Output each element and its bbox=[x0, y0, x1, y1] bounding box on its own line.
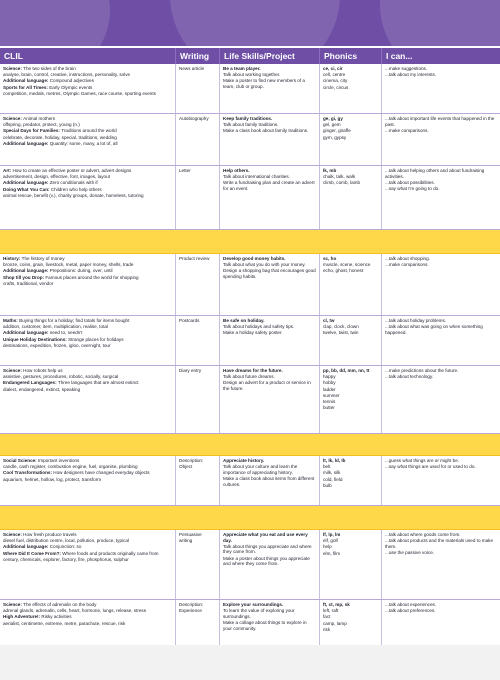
clil-label: Shop till you Drop: bbox=[3, 274, 46, 280]
table-row bbox=[0, 456, 500, 506]
clil-text: Where foods and products originally came from bbox=[62, 550, 159, 556]
table-row bbox=[0, 316, 500, 366]
phonics-word: help bbox=[323, 544, 332, 550]
life-skill-title: Explore your surroundings. bbox=[223, 602, 284, 607]
table-row bbox=[0, 366, 500, 434]
phonics-title: pp, bb, dd, mm, nn, tt bbox=[323, 368, 370, 373]
clil-text: dialect, endangered, extinct, speaking bbox=[3, 386, 81, 392]
writing-cell: Postcards bbox=[176, 316, 220, 365]
i-can-line: ...talk about technology. bbox=[385, 374, 434, 380]
i-can-line: ...make predictions about the future. bbox=[385, 368, 459, 373]
clil-text: Strange places for holidays bbox=[68, 336, 124, 342]
writing-cell: Autobiography bbox=[176, 114, 220, 165]
clil-label: Science: bbox=[3, 368, 24, 373]
clil-line bbox=[3, 275, 172, 281]
clil-line bbox=[3, 387, 172, 393]
life-skill-title: Have dreams for the future. bbox=[223, 368, 283, 373]
phonics-title: lt, lk, ld, lb bbox=[323, 458, 346, 463]
clil-line bbox=[3, 458, 172, 464]
life-skill-title: Develop good money habits. bbox=[223, 256, 286, 261]
life-skill-line: Talk about family traditions. bbox=[223, 122, 279, 128]
clil-line bbox=[3, 168, 172, 174]
clil-text: Early Olympic events bbox=[49, 84, 93, 90]
phonics-title: ge, gi, gy bbox=[323, 116, 343, 121]
phonics-word: cinema, city bbox=[323, 78, 348, 84]
phonics-word: happy bbox=[323, 374, 336, 380]
phonics-cell bbox=[320, 166, 382, 229]
life-skill-title: Be safe on holiday. bbox=[223, 318, 265, 323]
phonics-cell bbox=[320, 366, 382, 433]
phonics-cell bbox=[320, 530, 382, 599]
phonics-word: gym, gypsy bbox=[323, 134, 347, 140]
clil-text: Quantity: some, many, a lot of, all bbox=[49, 140, 118, 146]
life-skills-cell bbox=[220, 166, 320, 229]
i-can-cell bbox=[382, 530, 500, 599]
clil-line bbox=[3, 91, 172, 97]
i-can-cell bbox=[382, 114, 500, 165]
life-skill-line: Make a poster about things you appreciate and where they come from. bbox=[223, 555, 310, 567]
clil-label: Sports for All Times: bbox=[3, 84, 50, 90]
clil-cell bbox=[0, 530, 176, 599]
clil-text: Compound adjectives bbox=[49, 78, 94, 84]
clil-label: High Adventure!: bbox=[3, 614, 42, 620]
table-row bbox=[0, 530, 500, 600]
clil-line bbox=[3, 72, 172, 78]
clil-line bbox=[3, 116, 172, 122]
clil-line bbox=[3, 193, 172, 199]
clil-cell bbox=[0, 316, 176, 365]
clil-line bbox=[3, 602, 172, 608]
i-can-line: ...make suggestions. bbox=[385, 66, 428, 71]
clil-label: Doing What You Can: bbox=[3, 186, 51, 192]
i-can-line: ...talk about my interests. bbox=[385, 72, 437, 78]
life-skill-line: Make a collage about things to explore in your community. bbox=[223, 619, 307, 631]
phonics-title: ft, ct, mp, sk bbox=[323, 602, 350, 607]
top-decorative-band bbox=[0, 0, 500, 46]
clil-text: assistive, gestures, procedures, robotic, socially, surgical bbox=[3, 374, 119, 380]
writing-cell: Diary entry bbox=[176, 366, 220, 433]
clil-line bbox=[3, 614, 172, 620]
clil-line bbox=[3, 180, 172, 186]
header-life-skills: Life Skills/Project bbox=[220, 48, 320, 64]
clil-line bbox=[3, 66, 172, 72]
phonics-word: fact bbox=[323, 614, 331, 620]
phonics-title: lf, lp, lm bbox=[323, 532, 341, 537]
i-can-line: ...talk about important life events that happened in the past. bbox=[385, 116, 495, 127]
clil-line bbox=[3, 470, 172, 476]
phonics-word: climb, comb, lamb bbox=[323, 180, 361, 186]
clil-text: How fresh produce travels bbox=[23, 532, 77, 537]
clil-text: Animal mothers bbox=[23, 116, 56, 121]
phonics-word: chalk, talk, walk bbox=[323, 174, 356, 180]
header-i-can: I can... bbox=[386, 51, 413, 61]
clil-line bbox=[3, 477, 172, 483]
phonics-word: left, raft bbox=[323, 608, 339, 614]
clil-label: Unique Holiday Destinations: bbox=[3, 336, 69, 342]
clil-line bbox=[3, 374, 172, 380]
clil-label: Additional language: bbox=[3, 268, 50, 274]
table-row bbox=[0, 166, 500, 230]
phonics-word: gel, gem bbox=[323, 122, 341, 128]
clil-text: addition, customer, item, multiplication, realise, total bbox=[3, 324, 108, 330]
section-divider-band bbox=[0, 434, 500, 456]
clil-text: Prepositions: during, over, until bbox=[49, 268, 113, 274]
clil-text: How robots help us bbox=[23, 368, 63, 373]
phonics-word: butter bbox=[323, 405, 335, 411]
clil-line bbox=[3, 122, 172, 128]
clil-text: competition, medals, metres, Olympic Games, race course, sporting events bbox=[3, 90, 156, 96]
phonics-cell bbox=[320, 114, 382, 165]
i-can-line: ...talk about where goods come from. bbox=[385, 532, 461, 537]
clil-line bbox=[3, 621, 172, 627]
clil-line bbox=[3, 464, 172, 470]
clil-line bbox=[3, 141, 172, 147]
clil-line bbox=[3, 608, 172, 614]
clil-line bbox=[3, 532, 172, 538]
clil-label: Where Did It Come From?: bbox=[3, 550, 63, 556]
clil-text: destinations, expedition, frozen, igloo, overnight, tour bbox=[3, 342, 111, 348]
clil-text: need to, needn't bbox=[49, 330, 83, 336]
life-skills-cell bbox=[220, 316, 320, 365]
life-skill-line: Design an advert for a product or service in the future. bbox=[223, 380, 311, 391]
clil-text: Risky activities bbox=[41, 614, 72, 620]
clil-line bbox=[3, 380, 172, 386]
clil-text: The history of money bbox=[21, 256, 65, 261]
life-skills-cell bbox=[220, 254, 320, 315]
life-skill-line: Talk about holidays and safety tips. bbox=[223, 324, 295, 330]
clil-text: Conjunction: so bbox=[49, 544, 82, 550]
life-skill-title: Keep family traditions. bbox=[223, 116, 273, 121]
writing-cell: Description: Object bbox=[176, 456, 220, 505]
clil-text: aerialist, centimetre, extreme, metre, parachute, rescue, risk bbox=[3, 620, 126, 626]
clil-label: Additional language: bbox=[3, 544, 50, 550]
clil-text: The effects of adrenalin on the body bbox=[23, 602, 97, 607]
clil-label: Special Days for Families: bbox=[3, 128, 62, 134]
clil-text: celebrate, decorate, holiday, special, traditions, wedding bbox=[3, 134, 117, 140]
section-divider-band bbox=[0, 506, 500, 530]
clil-line bbox=[3, 262, 172, 268]
clil-line bbox=[3, 281, 172, 287]
i-can-line: ...talk about holiday problems. bbox=[385, 318, 447, 323]
life-skill-line: Talk about working together. bbox=[223, 72, 281, 78]
table-row bbox=[0, 64, 500, 114]
clil-label: Maths: bbox=[3, 318, 20, 323]
life-skill-title: Help others. bbox=[223, 168, 250, 173]
clil-line bbox=[3, 337, 172, 343]
i-can-line: ...guess what things are or might be. bbox=[385, 458, 460, 463]
life-skills-cell bbox=[220, 456, 320, 505]
clil-label: Science: bbox=[3, 66, 24, 71]
phonics-word: muscle, scene, science bbox=[323, 262, 371, 268]
header-writing: Writing bbox=[176, 48, 220, 64]
clil-text: The two sides of the brain bbox=[23, 66, 76, 71]
clil-line bbox=[3, 318, 172, 324]
clil-text: aquarium, helmet, hollow, log, protect, transform bbox=[3, 476, 102, 482]
clil-text: adrenal glands, adrenalin, cells, heart, hormone, lungs, release, stress bbox=[3, 608, 146, 614]
life-skill-line: Make a holiday safety poster. bbox=[223, 330, 283, 336]
clil-label: History: bbox=[3, 256, 22, 261]
life-skill-line: Talk about things you appreciate and where they came from. bbox=[223, 543, 312, 555]
phonics-word: belt bbox=[323, 464, 331, 470]
phonics-word: twelve, twist, twin bbox=[323, 330, 359, 336]
decorative-circle bbox=[380, 0, 500, 46]
life-skills-cell bbox=[220, 114, 320, 165]
clil-line bbox=[3, 174, 172, 180]
clil-line bbox=[3, 544, 172, 550]
writing-cell: Letter bbox=[176, 166, 220, 229]
clil-text: crafts, traditional, vendor bbox=[3, 280, 54, 286]
decorative-circle bbox=[170, 0, 340, 46]
writing-cell: Product review bbox=[176, 254, 220, 315]
i-can-line: ...talk about helping others and about fundraising activities. bbox=[385, 168, 485, 179]
phonics-title: cl, tw bbox=[323, 318, 335, 323]
life-skill-line: Talk about international charities. bbox=[223, 174, 290, 180]
i-can-cell bbox=[382, 254, 500, 315]
clil-label: Science: bbox=[3, 602, 24, 607]
life-skill-line: Talk about your culture and learn the importance of appreciating history. bbox=[223, 464, 298, 475]
i-can-cell bbox=[382, 166, 500, 229]
phonics-cell bbox=[320, 316, 382, 365]
phonics-cell bbox=[320, 64, 382, 113]
clil-text: century, chemicals, explorer, factory, fire, phosphorus, sulphur bbox=[3, 556, 129, 562]
clil-line bbox=[3, 324, 172, 330]
phonics-word: clap, clock, clown bbox=[323, 324, 359, 330]
clil-text: bronze, coins, grain, livestock, metal, paper money, shells, trade bbox=[3, 262, 134, 268]
phonics-word: elf, golf bbox=[323, 538, 338, 544]
clil-text: How designers have changed everyday objects bbox=[53, 470, 150, 476]
phonics-cell bbox=[320, 254, 382, 315]
clil-line bbox=[3, 538, 172, 544]
clil-text: Zero conditionals with if bbox=[49, 180, 98, 186]
i-can-cell bbox=[382, 64, 500, 113]
phonics-word: camp, lamp bbox=[323, 620, 347, 626]
i-can-line: ...make comparisons. bbox=[385, 262, 429, 268]
clil-line bbox=[3, 135, 172, 141]
phonics-word: circle, circus bbox=[323, 84, 349, 90]
life-skill-line: Make a poster to find new members of a team, club or group. bbox=[223, 78, 305, 89]
clil-text: Buying things for a holiday; find totals for items bought bbox=[19, 318, 130, 323]
clil-label: Science: bbox=[3, 116, 24, 121]
clil-cell bbox=[0, 254, 176, 315]
syllabus-table bbox=[0, 64, 500, 656]
clil-line bbox=[3, 368, 172, 374]
clil-label: Social Science: bbox=[3, 458, 38, 463]
life-skill-line: Talk about what you do with your money. bbox=[223, 262, 306, 268]
table-header bbox=[0, 48, 500, 64]
phonics-title: ce, ci, cir bbox=[323, 66, 343, 71]
phonics-title: lk, mb bbox=[323, 168, 337, 173]
clil-label: Additional language: bbox=[3, 330, 50, 336]
phonics-word: echo, ghost, honest bbox=[323, 268, 364, 274]
clil-text: offspring, predator, protect, young (n.) bbox=[3, 122, 80, 128]
life-skill-title: Be a team player. bbox=[223, 66, 261, 71]
phonics-word: bulb bbox=[323, 482, 332, 488]
clil-cell bbox=[0, 366, 176, 433]
clil-cell bbox=[0, 114, 176, 165]
writing-cell: Description: Experience bbox=[176, 600, 220, 655]
clil-text: analyse, brain, control, creative, instructions, personality, solve bbox=[3, 72, 131, 78]
life-skill-title: Appreciate what you eat and use every day. bbox=[223, 532, 308, 543]
clil-line bbox=[3, 256, 172, 262]
clil-line bbox=[3, 187, 172, 193]
i-can-line: ...talk about shopping. bbox=[385, 256, 430, 261]
clil-label: Additional language: bbox=[3, 78, 50, 84]
phonics-word: risk bbox=[323, 626, 331, 632]
clil-text: Traditions around the world bbox=[61, 128, 117, 134]
i-can-line: ...talk about preferences. bbox=[385, 608, 436, 614]
header-clil: CLIL bbox=[0, 48, 176, 64]
clil-text: diesel fuel, distribution centre, local, pollution, produce, typical bbox=[3, 538, 129, 544]
clil-label: Additional language: bbox=[3, 140, 50, 146]
clil-line bbox=[3, 268, 172, 274]
phonics-word: ginger, giraffe bbox=[323, 128, 351, 134]
i-can-line: ...say what things are used for or used to do. bbox=[385, 464, 476, 470]
clil-label: Art: bbox=[3, 168, 13, 173]
clil-text: Children who help others bbox=[50, 186, 102, 192]
clil-label: Additional language: bbox=[3, 180, 50, 186]
life-skill-line: Make a class book about family traditions. bbox=[223, 128, 309, 134]
writing-cell: News article bbox=[176, 64, 220, 113]
clil-text: advertisement, design, effective, font, images, layout bbox=[3, 174, 110, 180]
clil-cell bbox=[0, 456, 176, 505]
clil-label: Cool Transformations: bbox=[3, 470, 54, 476]
writing-cell: Persuasive writing bbox=[176, 530, 220, 599]
clil-text: animal rescue, benefit (v.), charity groups, donate, homeless, tutoring bbox=[3, 192, 144, 198]
clil-line bbox=[3, 330, 172, 336]
i-can-cell bbox=[382, 316, 500, 365]
i-can-line: ...use the passive voice. bbox=[385, 549, 435, 555]
clil-text: candle, cash register, combustion engine, fuel, organise, plumbing bbox=[3, 464, 138, 470]
clil-text: Three languages that are almost extinct bbox=[57, 380, 139, 386]
i-can-line: ...make comparisons. bbox=[385, 127, 429, 133]
life-skill-line: To learn the value of exploring your surroundings. bbox=[223, 608, 295, 619]
clil-cell bbox=[0, 64, 176, 113]
footer-band bbox=[0, 645, 500, 680]
decorative-circle bbox=[0, 0, 110, 46]
phonics-word: ladder bbox=[323, 386, 336, 392]
clil-line bbox=[3, 343, 172, 349]
i-can-line: ...talk about possibilities. bbox=[385, 179, 435, 185]
i-can-line: ...say what I'm going to do. bbox=[385, 185, 440, 191]
phonics-word: elm, film bbox=[323, 550, 341, 556]
clil-text: How to create an effective poster or advert, advert designs bbox=[12, 168, 132, 173]
section-divider-band bbox=[0, 230, 500, 254]
table-row bbox=[0, 114, 500, 166]
i-can-line: ...talk about experiences. bbox=[385, 602, 437, 607]
clil-line bbox=[3, 557, 172, 563]
i-can-cell bbox=[382, 366, 500, 433]
phonics-word: summer bbox=[323, 392, 340, 398]
life-skill-title: Appreciate history. bbox=[223, 458, 265, 463]
table-row bbox=[0, 254, 500, 316]
life-skills-cell bbox=[220, 530, 320, 599]
life-skill-line: Make a class book about items from different cultures. bbox=[223, 475, 315, 487]
clil-label: Science: bbox=[3, 532, 24, 537]
phonics-word: tennis bbox=[323, 398, 336, 404]
clil-text: Famous places around the world for shopping bbox=[45, 274, 139, 280]
clil-line bbox=[3, 551, 172, 557]
phonics-cell bbox=[320, 456, 382, 505]
phonics-word: cell, centre bbox=[323, 72, 346, 78]
clil-line bbox=[3, 78, 172, 84]
clil-label: Endangered Languages: bbox=[3, 380, 58, 386]
life-skill-line: Talk about future dreams. bbox=[223, 374, 275, 380]
header-phonics: Phonics bbox=[320, 48, 382, 64]
clil-line bbox=[3, 128, 172, 134]
phonics-title: sc, ho bbox=[323, 256, 337, 261]
life-skills-cell bbox=[220, 64, 320, 113]
life-skill-line: Write a fundraising plan and create an advert for an event. bbox=[223, 180, 315, 191]
i-can-line: ...talk about what was going on when something happened. bbox=[385, 324, 483, 335]
life-skill-line: Design a shopping bag that encourages good spending habits. bbox=[223, 268, 316, 279]
phonics-word: milk, silk bbox=[323, 470, 341, 476]
i-can-cell bbox=[382, 456, 500, 505]
life-skills-cell bbox=[220, 366, 320, 433]
phonics-word: hobby bbox=[323, 380, 336, 386]
clil-line bbox=[3, 85, 172, 91]
clil-text: Important inventions bbox=[37, 458, 80, 463]
clil-cell bbox=[0, 166, 176, 229]
i-can-line: ...talk about products and the materials used to make them. bbox=[385, 538, 494, 549]
phonics-word: cold, field bbox=[323, 476, 343, 482]
